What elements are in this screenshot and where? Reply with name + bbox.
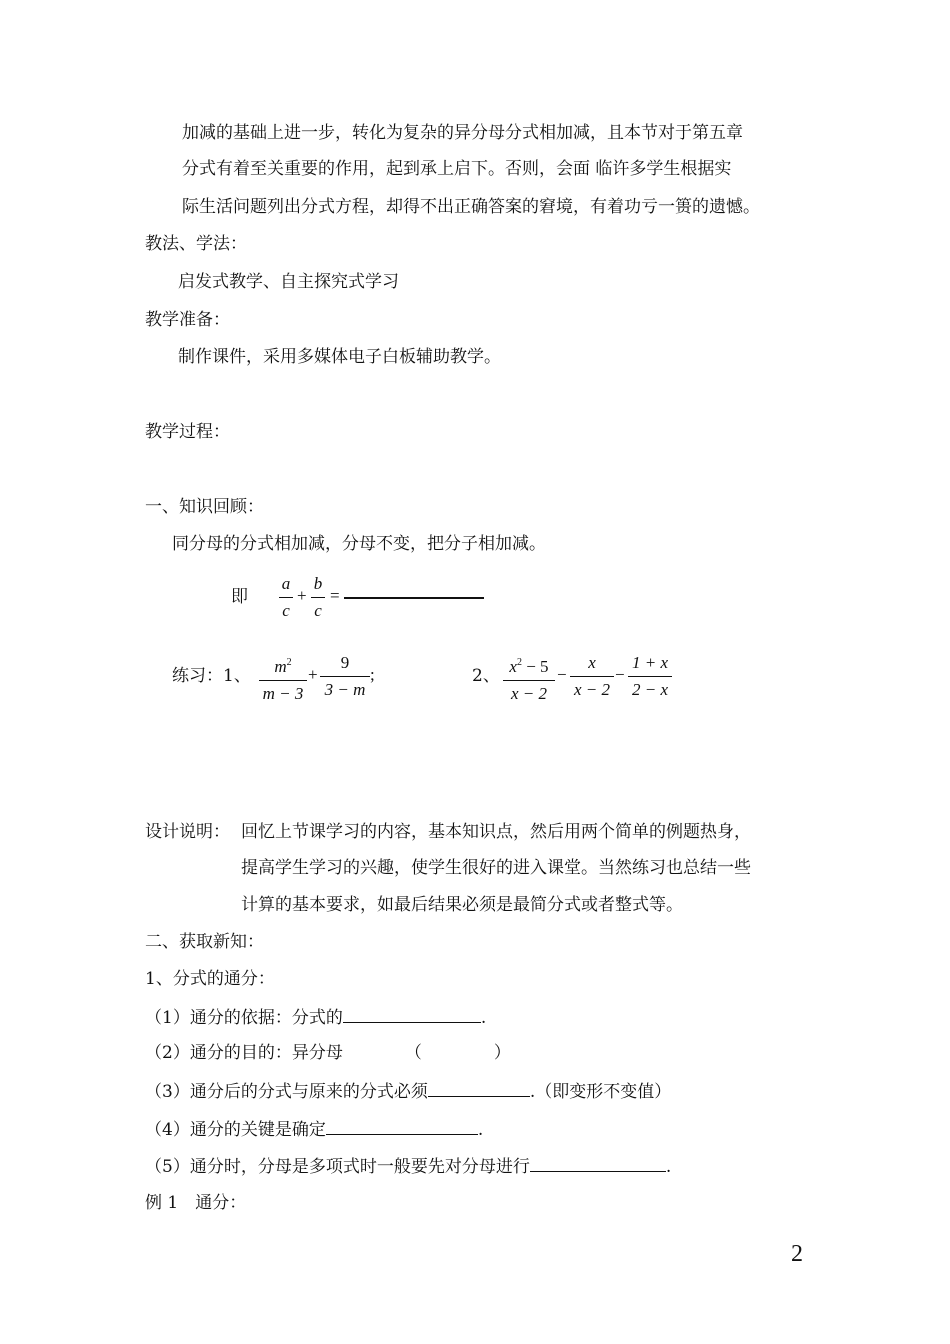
item-5-tail: . (665, 1157, 672, 1177)
design-line-2: 提高学生学习的兴趣，使学生很好的进入课堂。当然练习也总结一些 (241, 858, 751, 878)
fraction-bar (311, 597, 325, 598)
minus-sign: − (557, 665, 567, 684)
fraction-numerator: m (274, 657, 287, 676)
item-2 (145, 1041, 511, 1065)
exponent: 2 (286, 657, 292, 668)
item-5-text: （5）通分时，分母是多项式时一般要先对分母进行 (145, 1157, 530, 1177)
plus-sign: + (308, 665, 318, 684)
fraction-bar (503, 680, 555, 681)
item-5 (145, 1153, 671, 1179)
fraction-bar (320, 676, 370, 677)
item-3-text: （3）通分后的分式与原来的分式必须 (145, 1082, 428, 1102)
fraction-denominator: x − 2 (573, 680, 611, 699)
fraction-bar (279, 597, 293, 598)
fill-blank (428, 1078, 530, 1097)
answer-blank-line (344, 597, 484, 599)
item-2-text: （2）通分的目的：异分母 (145, 1043, 343, 1063)
item-4-tail: . (477, 1120, 484, 1140)
exercise2-label: 2、 (472, 666, 500, 686)
ji-label: 即 (231, 587, 248, 607)
process-heading: 教学过程： (145, 422, 230, 442)
fraction-denominator: x − 2 (510, 684, 548, 703)
fraction-denominator: m − 3 (262, 684, 304, 703)
fill-blank (343, 1004, 481, 1023)
fraction-bar (628, 676, 672, 677)
fill-blank (530, 1153, 666, 1172)
fraction-numerator: 9 (340, 653, 350, 672)
review-rule: 同分母的分式相加减，分母不变，把分子相加减。 (172, 534, 546, 554)
review-heading: 一、知识回顾： (145, 497, 264, 517)
item-4-text: （4）通分的关键是确定 (145, 1120, 326, 1140)
minus-sign: − (615, 665, 625, 684)
fraction-b-over-c (311, 574, 325, 621)
fraction-denominator: 3 − m (324, 680, 366, 699)
design-line-3: 计算的基本要求，如最后结果必须是最简分式或者整式等。 (241, 895, 683, 915)
fraction-numerator: x (509, 657, 517, 676)
fraction-bar (259, 680, 307, 681)
item-1 (145, 1004, 486, 1030)
intro-line-3: 际生活问题列出分式方程，却得不出正确答案的窘境，有着功亏一篑的遗憾。 (182, 197, 760, 217)
fraction-a-over-c (279, 574, 293, 621)
item-3-tail: .（即变形不变值） (529, 1082, 672, 1102)
exercise1-fraction1 (259, 653, 307, 704)
fill-blank (326, 1116, 478, 1135)
fraction-denominator: 2 − x (631, 680, 669, 699)
exercise2-fraction1 (503, 653, 555, 704)
example-label: 例 1 通分： (145, 1193, 247, 1213)
plus-sign: + (297, 586, 307, 605)
methods-body: 启发式教学、自主探究式学习 (178, 272, 399, 292)
item-4 (145, 1116, 483, 1142)
exponent: 2 (516, 657, 522, 668)
preparation-body: 制作课件，采用多媒体电子白板辅助教学。 (178, 347, 501, 367)
intro-line-2: 分式有着至关重要的作用，起到承上启下。否则，会面 临许多学生根据实 (182, 159, 732, 179)
fraction-numerator: a (281, 574, 291, 593)
exercise2-fraction2 (570, 653, 614, 700)
fraction-numerator-rest: − 5 (521, 657, 549, 676)
fraction-numerator: 1 + x (631, 653, 669, 672)
paren-close: ） (493, 1043, 511, 1063)
fraction-denominator: c (314, 601, 322, 620)
semicolon: ; (370, 665, 375, 684)
intro-line-1: 加减的基础上进一步，转化为复杂的异分母分式相加减，且本节对于第五章 (182, 123, 743, 143)
fraction-numerator: x (588, 653, 596, 672)
item-1-text: （1）通分的依据：分式的 (145, 1008, 343, 1028)
page-number: 2 (791, 1241, 803, 1267)
fraction-denominator: c (282, 601, 290, 620)
item-3 (145, 1078, 671, 1104)
methods-heading: 教法、学法： (145, 234, 247, 254)
equals-sign: = (330, 586, 340, 605)
item-1-tail: . (480, 1008, 487, 1028)
paren-open: （ (404, 1043, 422, 1063)
new-knowledge-subheading: 1、分式的通分： (145, 969, 275, 989)
design-label: 设计说明： (145, 822, 230, 842)
exercise1-fraction2 (320, 653, 370, 700)
fraction-numerator: b (313, 574, 323, 593)
new-knowledge-heading: 二、获取新知： (145, 932, 264, 952)
exercise2-fraction3 (628, 653, 672, 700)
fraction-bar (570, 676, 614, 677)
design-line-1: 回忆上节课学习的内容，基本知识点，然后用两个简单的例题热身， (241, 822, 751, 842)
preparation-heading: 教学准备： (145, 310, 230, 330)
exercise-label: 练习：1、 (172, 666, 251, 686)
